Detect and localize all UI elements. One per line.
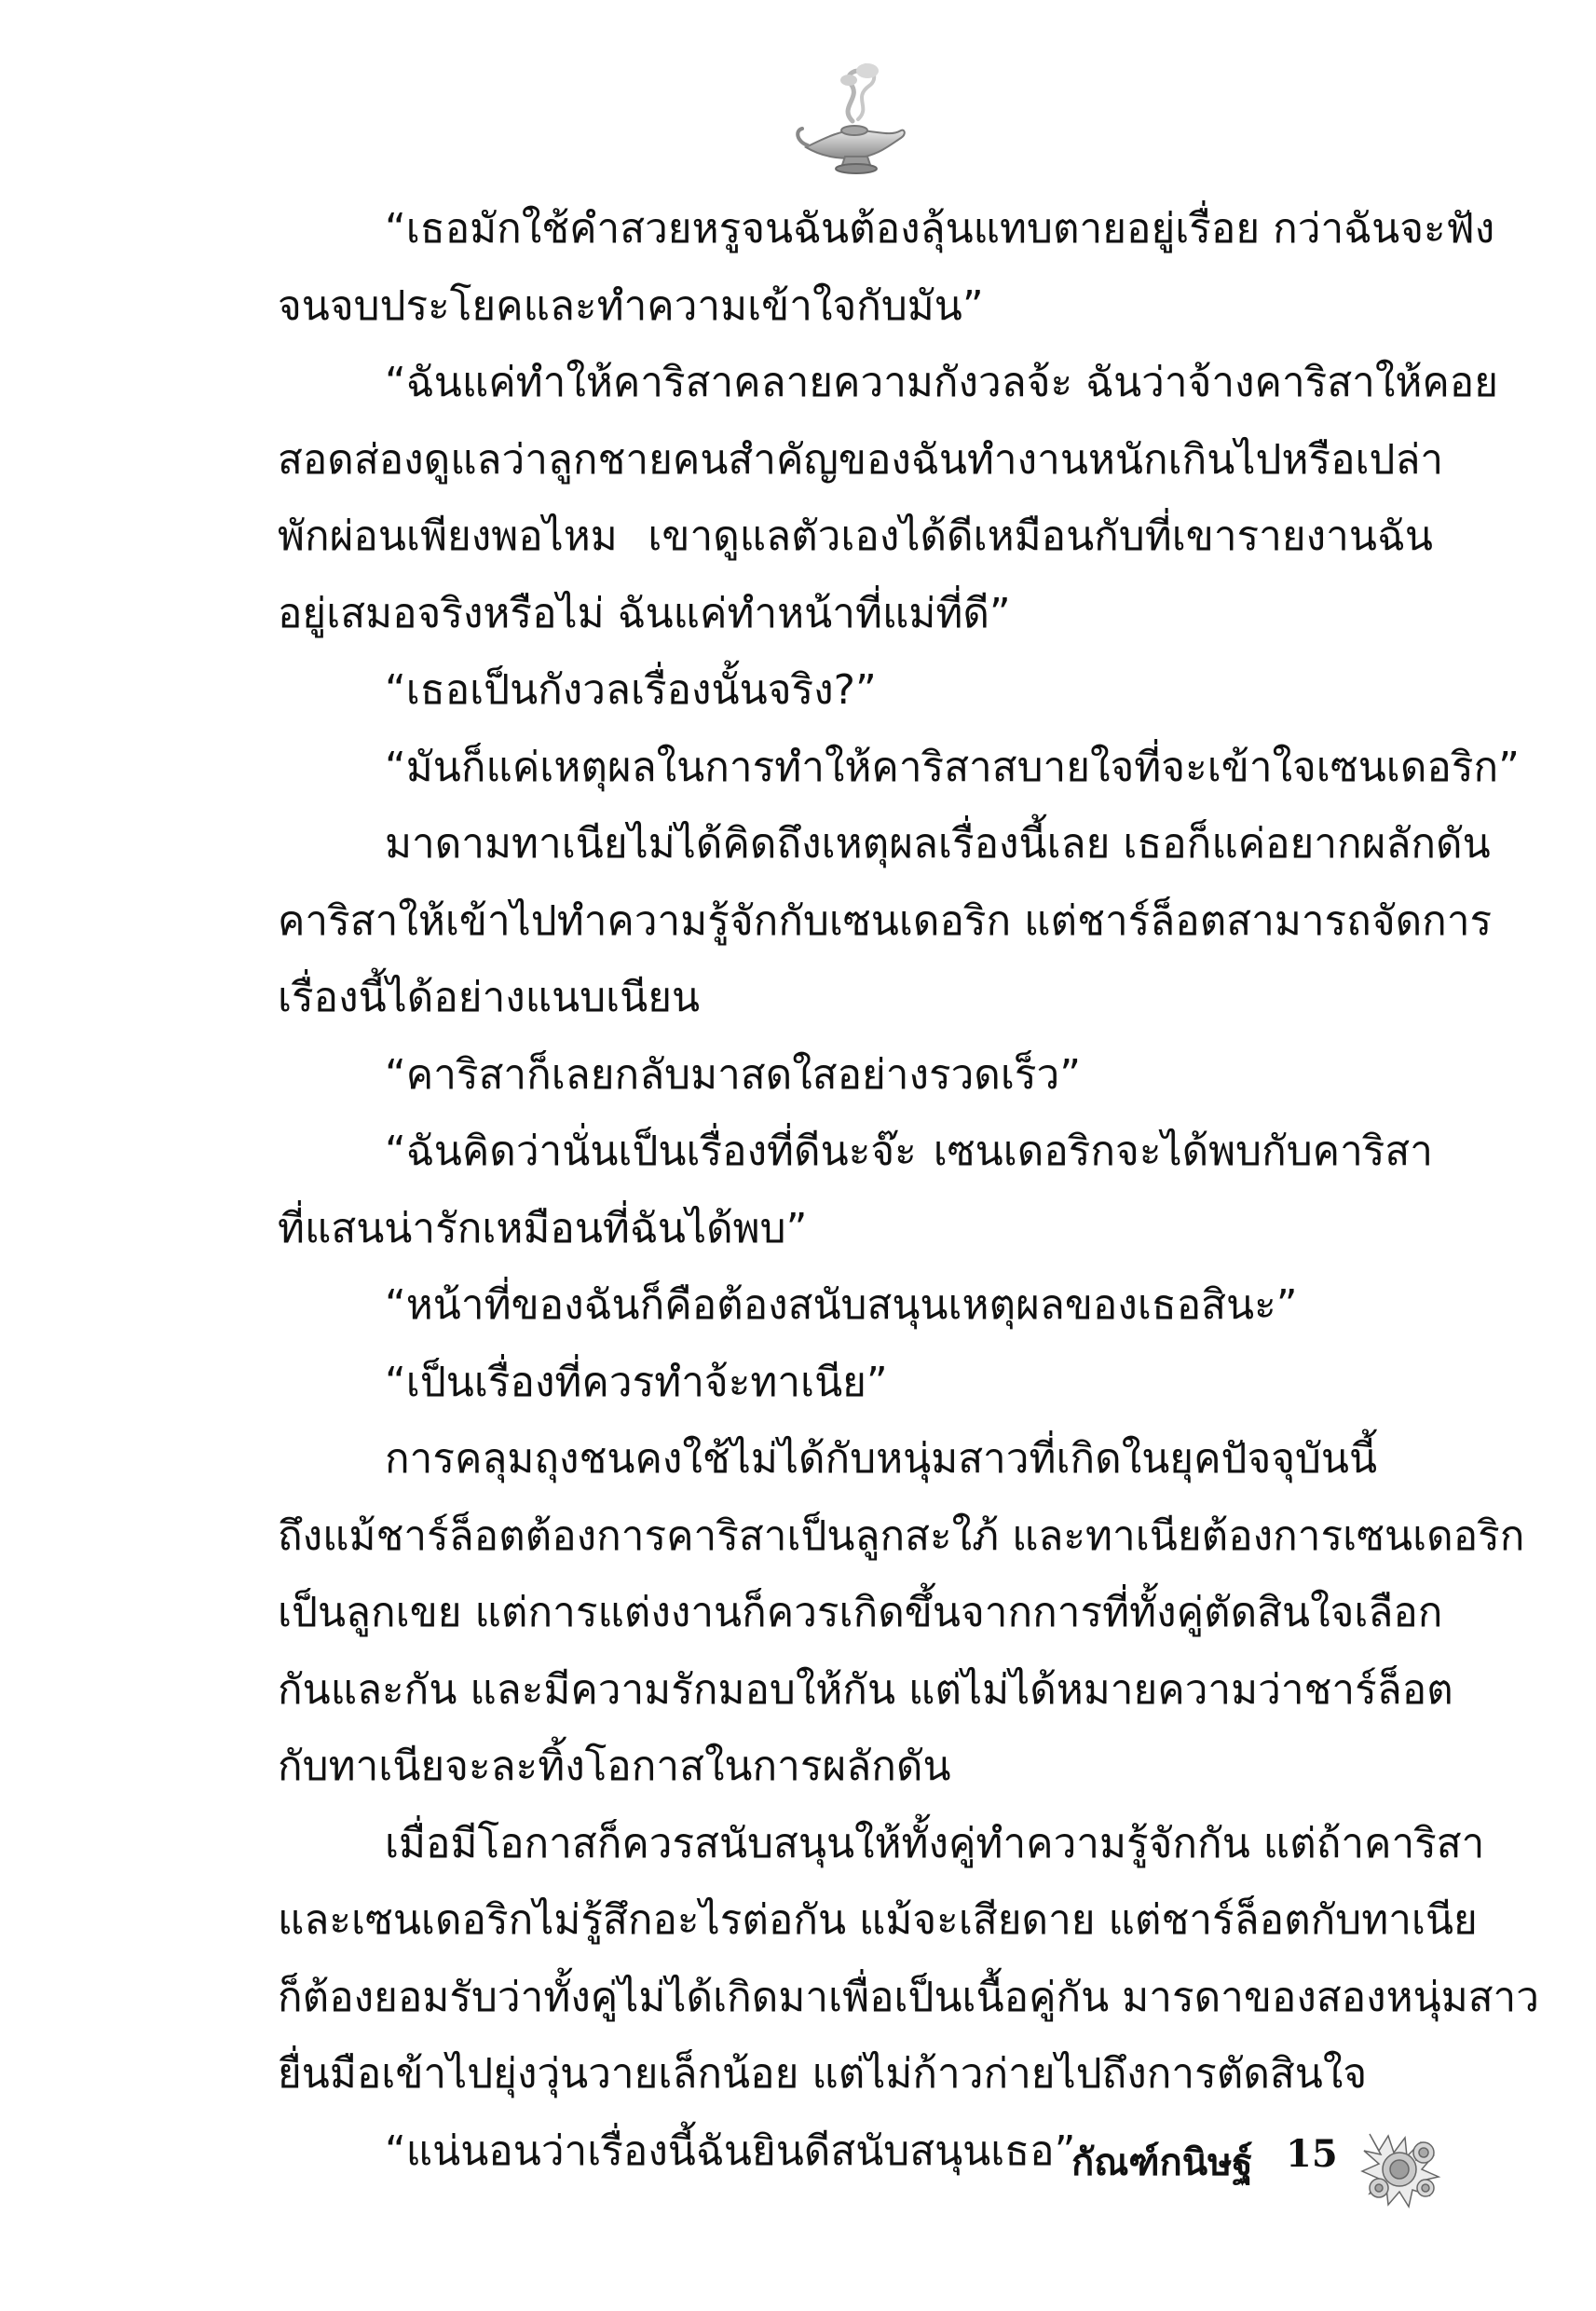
text-line: “แน่นอนว่าเรื่องนี้ฉันยินดีสนับสนุนเธอ” [385, 2126, 1076, 2175]
text-line: คาริสาให้เข้าไปทำความรู้จักกับเซนเดอริก แต่ชาร์ล็อตสามารถจัดการ [278, 896, 1493, 945]
text-line: จนจบประโยคและทำความเข้าใจกับมัน” [278, 281, 984, 330]
text-line: พักผ่อนเพียงพอไหม เขาดูแลตัวเองได้ดีเหมือนกับที่เขารายงานฉัน [278, 513, 1433, 560]
running-title: กัณฑ์กนิษฐ์ [1071, 2140, 1253, 2184]
text-line: กับทาเนียจะละทิ้งโอกาสในการผลักดัน [278, 1743, 951, 1790]
text-line: สอดส่องดูแลว่าลูกชายคนสำคัญของฉันทำงานหนักเกินไปหรือเปล่า [278, 435, 1444, 484]
page-footer [1071, 2115, 1472, 2218]
text-line: “มันก็แค่เหตุผลในการทำให้คาริสาสบายใจที่จะเข้าใจเซนเดอริก” [385, 743, 1520, 791]
text-line: “เธอเป็นกังวลเรื่องนั้นจริง?” [385, 666, 877, 714]
text-line: ยื่นมือเข้าไปยุ่งวุ่นวายเล็กน้อย แต่ไม่ก้าวก่ายไปถึงการตัดสินใจ [278, 2050, 1368, 2098]
text-line: อยู่เสมอจริงหรือไม่ ฉันแค่ทำหน้าที่แม่ที่ดี” [278, 589, 1011, 637]
genie-lamp-icon [787, 56, 918, 186]
page-number: 15 [1286, 2132, 1338, 2176]
text-line: “คาริสาก็เลยกลับมาสดใสอย่างรวดเร็ว” [385, 1050, 1082, 1099]
text-line: ที่แสนน่ารักเหมือนที่ฉันได้พบ” [278, 1204, 808, 1252]
text-line: การคลุมถุงชนคงใช้ไม่ได้กับหนุ่มสาวที่เกิดในยุคปัจจุบันนี้ [385, 1435, 1378, 1483]
text-line: เรื่องนี้ได้อย่างแนบเนียน [278, 974, 701, 1021]
text-line: “ฉันแค่ทำให้คาริสาคลายความกังวลจ้ะ ฉันว่าจ้างคาริสาให้คอย [385, 359, 1499, 406]
text-line: ถึงแม้ชาร์ล็อตต้องการคาริสาเป็นลูกสะใภ้ และทาเนียต้องการเซนเดอริก [278, 1511, 1525, 1560]
text-line: “เป็นเรื่องที่ควรทำจ้ะทาเนีย” [385, 1358, 888, 1406]
text-line: กันและกัน และมีความรักมอบให้กัน แต่ไม่ได้หมายความว่าชาร์ล็อต [278, 1665, 1453, 1714]
text-line: เป็นลูกเขย แต่การแต่งงานก็ควรเกิดขึ้นจากการที่ทั้งคู่ตัดสินใจเลือก [278, 1589, 1443, 1636]
text-line: ก็ต้องยอมรับว่าทั้งคู่ไม่ได้เกิดมาเพื่อเป็นเนื้อคู่กัน มารดาของสองหนุ่มสาว [278, 1973, 1539, 2021]
text-line: มาดามทาเนียไม่ได้คิดถึงเหตุผลเรื่องนี้เลย เธอก็แค่อยากผลักดัน [385, 820, 1491, 868]
text-line: “หน้าที่ของฉันก็คือต้องสนับสนุนเหตุผลของเธอสินะ” [385, 1281, 1298, 1329]
text-line: และเซนเดอริกไม่รู้สึกอะไรต่อกัน แม้จะเสียดาย แต่ชาร์ล็อตกับทาเนีย [278, 1896, 1478, 1944]
text-line: เมื่อมีโอกาสก็ควรสนับสนุนให้ทั้งคู่ทำความรู้จักกัน แต่ถ้าคาริสา [385, 1819, 1485, 1867]
flower-bouquet-icon [1351, 2115, 1453, 2218]
text-line: “ฉันคิดว่านั่นเป็นเรื่องที่ดีนะจ๊ะ เซนเดอริกจะได้พบกับคาริสา [385, 1128, 1433, 1175]
body-text [278, 191, 1539, 2190]
text-line: “เธอมักใช้คำสวยหรูจนฉันต้องลุ้นแทบตายอยู่เรื่อย กว่าฉันจะฟัง [385, 205, 1495, 253]
